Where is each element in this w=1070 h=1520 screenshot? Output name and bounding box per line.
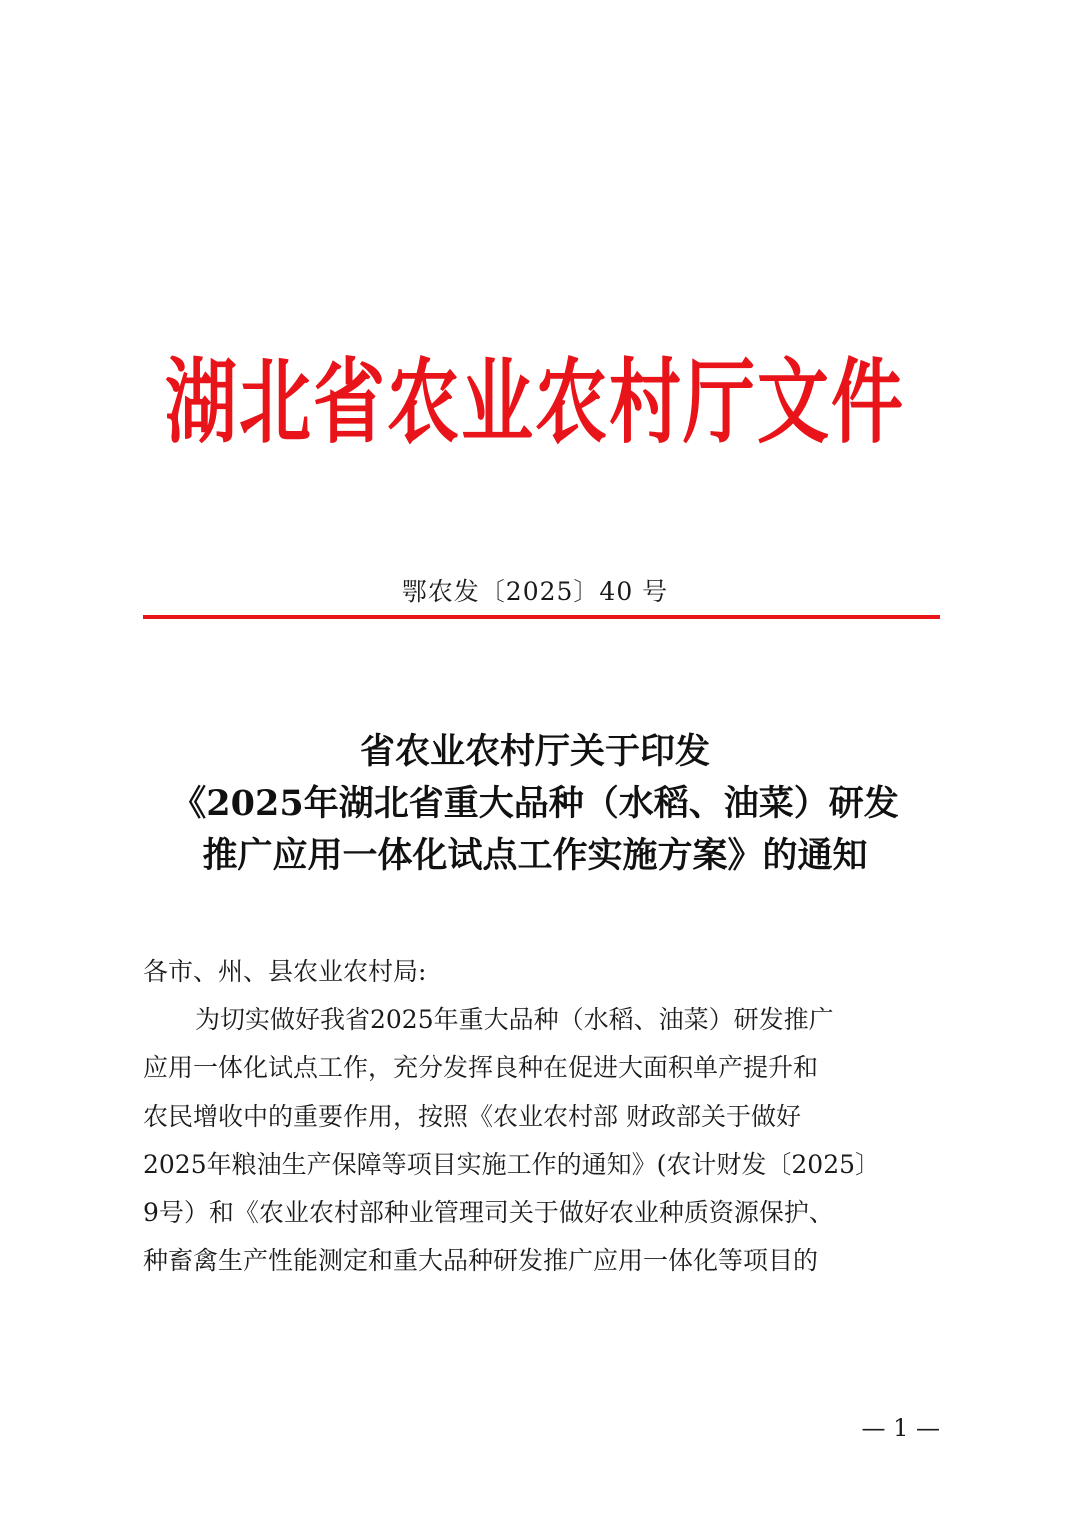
document-title-line: 《2025年湖北省重大品种（水稻、油菜）研发 (171, 783, 899, 824)
document-body (143, 948, 940, 1285)
document-title-line: 省农业农村厅关于印发 (359, 731, 710, 772)
salutation: 各市、州、县农业农村局: (143, 957, 427, 986)
page-number: — 1 — (861, 1414, 940, 1442)
body-line: 种畜禽生产性能测定和重大品种研发推广应用一体化等项目的 (143, 1246, 819, 1276)
document-title (100, 726, 970, 882)
body-line: 9号）和《农业农村部种业管理司关于做好农业种质资源保护、 (143, 1198, 834, 1228)
document-title-line: 推广应用一体化试点工作实施方案》的通知 (202, 835, 868, 876)
body-line: 2025年粮油生产保障等项目实施工作的通知》(农计财发〔2025〕 (143, 1149, 881, 1179)
body-line: 为切实做好我省2025年重大品种（水稻、油菜）研发推广 (195, 1005, 834, 1035)
body-line: 应用一体化试点工作，充分发挥良种在促进大面积单产提升和 (143, 1053, 819, 1083)
document-number: 鄂农发〔2025〕40 号 (401, 577, 669, 606)
body-line: 农民增收中的重要作用，按照《农业农村部 财政部关于做好 (143, 1101, 801, 1131)
red-divider-line (143, 615, 940, 619)
issuer-title: 湖北省农业农村厅文件 (164, 348, 905, 456)
